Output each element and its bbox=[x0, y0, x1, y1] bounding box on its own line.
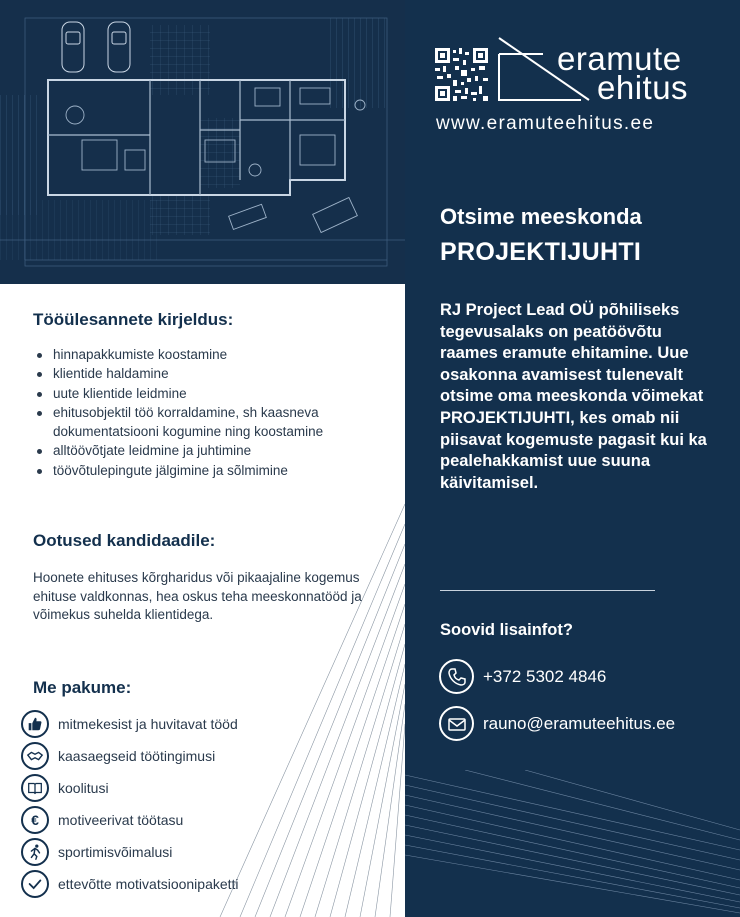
phone-icon bbox=[439, 659, 474, 694]
headline-line2: PROJEKTIJUHTI bbox=[440, 238, 642, 266]
offer-label: sportimisvõimalusi bbox=[58, 844, 173, 860]
list-item: uute klientide leidmine bbox=[35, 384, 380, 403]
book-icon bbox=[21, 774, 49, 802]
divider bbox=[440, 590, 655, 591]
details-panel bbox=[0, 284, 405, 917]
handshake-icon bbox=[21, 742, 49, 770]
offer-title: Me pakume: bbox=[33, 678, 132, 697]
envelope-icon bbox=[439, 706, 474, 741]
offer-label: motiveerivat töötasu bbox=[58, 812, 184, 828]
website-link[interactable]: www.eramuteehitus.ee bbox=[436, 113, 655, 134]
list-item: klientide haldamine bbox=[35, 364, 380, 383]
expectations-title: Ootused kandidaadile: bbox=[33, 531, 216, 550]
list-item: ehitusobjektil töö korraldamine, sh kaasneva dokumentatsiooni kogumine ning koostamine bbox=[35, 403, 380, 442]
offer-label: mitmekesist ja huvitavat tööd bbox=[58, 716, 238, 732]
check-icon bbox=[21, 870, 49, 898]
duties-list bbox=[35, 345, 380, 480]
contact-title: Soovid lisainfot? bbox=[440, 621, 573, 639]
list-item: hinnapakkumiste koostamine bbox=[35, 345, 380, 364]
email-contact[interactable] bbox=[439, 706, 729, 742]
qr-code-icon[interactable] bbox=[435, 48, 488, 101]
email-address[interactable]: rauno@eramuteehitus.ee bbox=[483, 714, 676, 733]
offer-item bbox=[21, 838, 321, 868]
offer-label: ettevõtte motivatsioonipaketti bbox=[58, 876, 239, 892]
floorplan-blueprint bbox=[0, 0, 405, 284]
headline-line1: Otsime meeskonda bbox=[440, 204, 642, 229]
list-item: töövõtulepingute jälgimine ja sõlmimine bbox=[35, 461, 380, 480]
duties-title: Tööülesannete kirjeldus: bbox=[33, 310, 234, 329]
brand-name-line1: eramute bbox=[557, 40, 682, 77]
euro-icon: € bbox=[21, 806, 49, 834]
brand-name-line2: ehitus bbox=[597, 69, 689, 106]
decorative-lines bbox=[405, 770, 740, 917]
list-item: alltöövõtjate leidmine ja juhtimine bbox=[35, 441, 380, 460]
expectations-text: Hoonete ehituses kõrgharidus või pikaajaline kogemus ehituse valdkonnas, hea oskus teha meeskonnatööd ja võimekus suhelda klientidega. bbox=[33, 570, 362, 623]
offer-item bbox=[21, 806, 321, 836]
offer-label: koolitusi bbox=[58, 780, 109, 796]
running-icon bbox=[21, 838, 49, 866]
offer-item bbox=[21, 774, 321, 804]
thumbs-up-icon bbox=[21, 710, 49, 738]
offer-item bbox=[21, 710, 321, 740]
phone-number[interactable]: +372 5302 4846 bbox=[483, 667, 607, 686]
phone-contact[interactable] bbox=[439, 659, 729, 695]
offer-item bbox=[21, 870, 321, 900]
intro-text: RJ Project Lead OÜ põhiliseks tegevusalaks on peatöövõtu raames eramute ehitamine. Uue osakonna avamisest tulenevalt otsime oma meeskonda võimekat PROJEKTIJUHTI, kes omab nii piisavat kogemuste pagasit kui ka pealehakkamist uue suuna käivitamisel. bbox=[440, 301, 707, 492]
offer-item bbox=[21, 742, 321, 772]
offer-label: kaasaegseid töötingimusi bbox=[58, 748, 216, 764]
